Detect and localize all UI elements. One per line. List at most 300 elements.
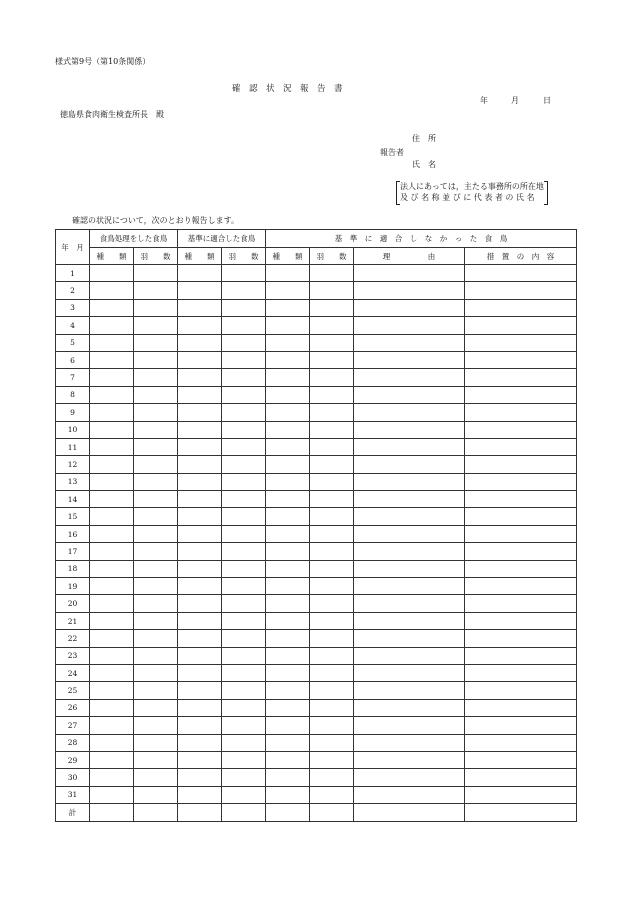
entry-cell[interactable] <box>354 543 465 560</box>
day-number: 5 <box>56 334 90 351</box>
entry-cell[interactable] <box>134 456 178 473</box>
entry-cell[interactable] <box>310 612 354 629</box>
entry-cell[interactable] <box>134 751 178 768</box>
entry-cell[interactable] <box>266 664 310 681</box>
entry-cell[interactable] <box>178 369 222 386</box>
entry-cell[interactable] <box>310 508 354 525</box>
entry-cell[interactable] <box>134 804 178 821</box>
entry-cell[interactable] <box>266 351 310 368</box>
entry-cell[interactable] <box>90 508 134 525</box>
table-row <box>56 491 577 508</box>
entry-cell[interactable] <box>134 612 178 629</box>
entry-cell[interactable] <box>178 299 222 316</box>
entry-cell[interactable] <box>134 351 178 368</box>
entry-cell[interactable] <box>90 804 134 821</box>
entry-cell[interactable] <box>354 508 465 525</box>
entry-cell[interactable] <box>134 508 178 525</box>
entry-cell[interactable] <box>310 699 354 716</box>
entry-cell[interactable] <box>222 473 266 490</box>
day-number: 17 <box>56 543 90 560</box>
entry-cell[interactable] <box>310 804 354 821</box>
entry-cell[interactable] <box>90 699 134 716</box>
entry-cell[interactable] <box>222 438 266 455</box>
entry-cell[interactable] <box>90 473 134 490</box>
entry-cell[interactable] <box>354 282 465 299</box>
entry-cell[interactable] <box>465 317 577 334</box>
entry-cell[interactable] <box>354 438 465 455</box>
entry-cell[interactable] <box>310 578 354 595</box>
entry-cell[interactable] <box>310 595 354 612</box>
entry-cell[interactable] <box>178 265 222 282</box>
table-row <box>56 647 577 664</box>
entry-cell[interactable] <box>354 317 465 334</box>
entry-cell[interactable] <box>465 804 577 821</box>
entry-cell[interactable] <box>90 525 134 542</box>
entry-cell[interactable] <box>266 630 310 647</box>
entry-cell[interactable] <box>178 612 222 629</box>
table-row <box>56 299 577 316</box>
sub-count: 羽 数 <box>310 248 354 265</box>
entry-cell[interactable] <box>222 369 266 386</box>
entry-cell[interactable] <box>310 386 354 403</box>
entry-cell[interactable] <box>465 421 577 438</box>
entry-cell[interactable] <box>465 508 577 525</box>
entry-cell[interactable] <box>90 369 134 386</box>
entry-cell[interactable] <box>310 543 354 560</box>
entry-cell[interactable] <box>354 804 465 821</box>
entry-cell[interactable] <box>354 717 465 734</box>
entry-cell[interactable] <box>465 438 577 455</box>
entry-cell[interactable] <box>222 786 266 803</box>
entry-cell[interactable] <box>465 334 577 351</box>
table-row <box>56 265 577 282</box>
entry-cell[interactable] <box>178 682 222 699</box>
day-number: 19 <box>56 578 90 595</box>
entry-cell[interactable] <box>266 334 310 351</box>
entry-cell[interactable] <box>266 543 310 560</box>
entry-cell[interactable] <box>134 682 178 699</box>
entry-cell[interactable] <box>266 717 310 734</box>
entry-cell[interactable] <box>354 578 465 595</box>
entry-cell[interactable] <box>310 751 354 768</box>
entry-cell[interactable] <box>465 369 577 386</box>
entry-cell[interactable] <box>354 699 465 716</box>
table-row <box>56 473 577 490</box>
entry-cell[interactable] <box>222 578 266 595</box>
entry-cell[interactable] <box>222 456 266 473</box>
entry-cell[interactable] <box>310 369 354 386</box>
table-row <box>56 630 577 647</box>
entry-cell[interactable] <box>266 282 310 299</box>
entry-cell[interactable] <box>222 647 266 664</box>
entry-cell[interactable] <box>354 334 465 351</box>
entry-cell[interactable] <box>134 491 178 508</box>
entry-cell[interactable] <box>90 734 134 751</box>
entry-cell[interactable] <box>222 664 266 681</box>
table-row <box>56 508 577 525</box>
table-row <box>56 769 577 786</box>
entry-cell[interactable] <box>354 664 465 681</box>
entry-cell[interactable] <box>134 630 178 647</box>
entry-cell[interactable] <box>134 560 178 577</box>
entry-cell[interactable] <box>178 734 222 751</box>
entry-cell[interactable] <box>354 734 465 751</box>
entry-cell[interactable] <box>465 786 577 803</box>
entry-cell[interactable] <box>465 630 577 647</box>
entry-cell[interactable] <box>178 351 222 368</box>
entry-cell[interactable] <box>178 647 222 664</box>
entry-cell[interactable] <box>354 751 465 768</box>
entry-cell[interactable] <box>90 265 134 282</box>
entry-cell[interactable] <box>222 491 266 508</box>
entry-cell[interactable] <box>178 751 222 768</box>
entry-cell[interactable] <box>90 299 134 316</box>
entry-cell[interactable] <box>222 699 266 716</box>
entry-cell[interactable] <box>178 595 222 612</box>
entry-cell[interactable] <box>354 647 465 664</box>
entry-cell[interactable] <box>354 630 465 647</box>
entry-cell[interactable] <box>310 317 354 334</box>
entry-cell[interactable] <box>178 560 222 577</box>
entry-cell[interactable] <box>178 473 222 490</box>
entry-cell[interactable] <box>310 786 354 803</box>
entry-cell[interactable] <box>465 525 577 542</box>
sub-reason: 理 由 <box>354 248 465 265</box>
day-number: 29 <box>56 751 90 768</box>
entry-cell[interactable] <box>465 769 577 786</box>
entry-cell[interactable] <box>178 804 222 821</box>
entry-cell[interactable] <box>465 404 577 421</box>
entry-cell[interactable] <box>90 717 134 734</box>
entry-cell[interactable] <box>266 369 310 386</box>
entry-cell[interactable] <box>90 630 134 647</box>
entry-cell[interactable] <box>354 491 465 508</box>
table-row <box>56 421 577 438</box>
entry-cell[interactable] <box>266 386 310 403</box>
entry-cell[interactable] <box>310 404 354 421</box>
entry-cell[interactable] <box>178 578 222 595</box>
entry-cell[interactable] <box>465 265 577 282</box>
entry-cell[interactable] <box>465 682 577 699</box>
entry-cell[interactable] <box>266 456 310 473</box>
entry-cell[interactable] <box>266 647 310 664</box>
entry-cell[interactable] <box>310 560 354 577</box>
entry-cell[interactable] <box>134 438 178 455</box>
entry-cell[interactable] <box>310 682 354 699</box>
entry-cell[interactable] <box>266 404 310 421</box>
entry-cell[interactable] <box>222 525 266 542</box>
entry-cell[interactable] <box>310 647 354 664</box>
entry-cell[interactable] <box>354 421 465 438</box>
entry-cell[interactable] <box>266 525 310 542</box>
table-row <box>56 386 577 403</box>
entry-cell[interactable] <box>90 664 134 681</box>
entry-cell[interactable] <box>134 386 178 403</box>
entry-cell[interactable] <box>465 351 577 368</box>
entry-cell[interactable] <box>266 508 310 525</box>
entry-cell[interactable] <box>134 404 178 421</box>
entry-cell[interactable] <box>134 769 178 786</box>
entry-cell[interactable] <box>134 525 178 542</box>
entry-cell[interactable] <box>266 299 310 316</box>
entry-cell[interactable] <box>178 334 222 351</box>
entry-cell[interactable] <box>222 299 266 316</box>
entry-cell[interactable] <box>465 595 577 612</box>
entry-cell[interactable] <box>178 404 222 421</box>
table-row <box>56 734 577 751</box>
table-row <box>56 543 577 560</box>
sub-kind: 種 類 <box>266 248 310 265</box>
entry-cell[interactable] <box>465 299 577 316</box>
entry-cell[interactable] <box>90 438 134 455</box>
entry-cell[interactable] <box>266 317 310 334</box>
entry-cell[interactable] <box>266 265 310 282</box>
entry-cell[interactable] <box>354 299 465 316</box>
corporate-note-line1: 法人にあっては，主たる事務所の所在地 <box>400 182 544 191</box>
entry-cell[interactable] <box>90 386 134 403</box>
entry-cell[interactable] <box>134 786 178 803</box>
entry-cell[interactable] <box>222 682 266 699</box>
entry-cell[interactable] <box>310 334 354 351</box>
entry-cell[interactable] <box>90 560 134 577</box>
table-row <box>56 351 577 368</box>
entry-cell[interactable] <box>354 525 465 542</box>
entry-cell[interactable] <box>222 508 266 525</box>
entry-cell[interactable] <box>178 717 222 734</box>
table-row <box>56 560 577 577</box>
entry-cell[interactable] <box>465 647 577 664</box>
day-number: 28 <box>56 734 90 751</box>
entry-cell[interactable] <box>354 369 465 386</box>
entry-cell[interactable] <box>178 421 222 438</box>
sub-measures: 措 置 の 内 容 <box>465 248 577 265</box>
entry-cell[interactable] <box>310 438 354 455</box>
table-row <box>56 369 577 386</box>
entry-cell[interactable] <box>310 734 354 751</box>
entry-cell[interactable] <box>134 699 178 716</box>
entry-cell[interactable] <box>178 491 222 508</box>
entry-cell[interactable] <box>90 282 134 299</box>
entry-cell[interactable] <box>178 508 222 525</box>
entry-cell[interactable] <box>266 699 310 716</box>
entry-cell[interactable] <box>222 265 266 282</box>
entry-cell[interactable] <box>465 578 577 595</box>
entry-cell[interactable] <box>354 786 465 803</box>
entry-cell[interactable] <box>465 282 577 299</box>
entry-cell[interactable] <box>134 473 178 490</box>
entry-cell[interactable] <box>354 612 465 629</box>
entry-cell[interactable] <box>90 421 134 438</box>
entry-cell[interactable] <box>310 473 354 490</box>
entry-cell[interactable] <box>134 647 178 664</box>
entry-cell[interactable] <box>222 595 266 612</box>
corporate-note-line2: 及 び 名 称 並 び に 代 表 者 の 氏 名 <box>400 193 535 202</box>
entry-cell[interactable] <box>310 421 354 438</box>
entry-cell[interactable] <box>90 612 134 629</box>
entry-cell[interactable] <box>310 265 354 282</box>
entry-cell[interactable] <box>90 456 134 473</box>
entry-cell[interactable] <box>354 595 465 612</box>
entry-cell[interactable] <box>134 334 178 351</box>
entry-cell[interactable] <box>90 595 134 612</box>
entry-cell[interactable] <box>266 491 310 508</box>
entry-cell[interactable] <box>465 612 577 629</box>
entry-cell[interactable] <box>354 473 465 490</box>
entry-cell[interactable] <box>178 317 222 334</box>
entry-cell[interactable] <box>178 543 222 560</box>
entry-cell[interactable] <box>178 664 222 681</box>
entry-cell[interactable] <box>178 386 222 403</box>
entry-cell[interactable] <box>90 751 134 768</box>
entry-cell[interactable] <box>222 751 266 768</box>
entry-cell[interactable] <box>222 734 266 751</box>
entry-cell[interactable] <box>266 682 310 699</box>
entry-cell[interactable] <box>222 630 266 647</box>
entry-cell[interactable] <box>266 769 310 786</box>
entry-cell[interactable] <box>90 543 134 560</box>
entry-cell[interactable] <box>354 265 465 282</box>
day-number: 15 <box>56 508 90 525</box>
entry-cell[interactable] <box>90 491 134 508</box>
entry-cell[interactable] <box>354 456 465 473</box>
table-row <box>56 456 577 473</box>
entry-cell[interactable] <box>222 386 266 403</box>
date-year-label: 年 <box>480 96 488 105</box>
table-row <box>56 438 577 455</box>
entry-cell[interactable] <box>178 630 222 647</box>
entry-cell[interactable] <box>465 543 577 560</box>
entry-cell[interactable] <box>222 543 266 560</box>
entry-cell[interactable] <box>178 786 222 803</box>
entry-cell[interactable] <box>222 334 266 351</box>
entry-cell[interactable] <box>222 769 266 786</box>
document-title: 確 認 状 況 報 告 書 <box>232 84 343 94</box>
table-body <box>56 265 577 822</box>
entry-cell[interactable] <box>134 595 178 612</box>
entry-cell[interactable] <box>90 334 134 351</box>
entry-cell[interactable] <box>90 317 134 334</box>
entry-cell[interactable] <box>134 543 178 560</box>
entry-cell[interactable] <box>134 734 178 751</box>
entry-cell[interactable] <box>266 438 310 455</box>
sub-kind: 種 類 <box>178 248 222 265</box>
entry-cell[interactable] <box>266 734 310 751</box>
entry-cell[interactable] <box>354 351 465 368</box>
entry-cell[interactable] <box>222 351 266 368</box>
entry-cell[interactable] <box>266 804 310 821</box>
entry-cell[interactable] <box>134 317 178 334</box>
entry-cell[interactable] <box>178 699 222 716</box>
entry-cell[interactable] <box>134 664 178 681</box>
entry-cell[interactable] <box>222 282 266 299</box>
entry-cell[interactable] <box>266 560 310 577</box>
entry-cell[interactable] <box>310 299 354 316</box>
entry-cell[interactable] <box>310 664 354 681</box>
day-number: 26 <box>56 699 90 716</box>
table-row <box>56 682 577 699</box>
entry-cell[interactable] <box>266 751 310 768</box>
entry-cell[interactable] <box>354 404 465 421</box>
entry-cell[interactable] <box>266 612 310 629</box>
entry-cell[interactable] <box>465 717 577 734</box>
entry-cell[interactable] <box>222 560 266 577</box>
entry-cell[interactable] <box>354 560 465 577</box>
entry-cell[interactable] <box>90 404 134 421</box>
entry-cell[interactable] <box>465 751 577 768</box>
entry-cell[interactable] <box>465 664 577 681</box>
sub-count: 羽 数 <box>134 248 178 265</box>
entry-cell[interactable] <box>134 299 178 316</box>
entry-cell[interactable] <box>354 769 465 786</box>
entry-cell[interactable] <box>134 265 178 282</box>
entry-cell[interactable] <box>310 630 354 647</box>
entry-cell[interactable] <box>310 282 354 299</box>
entry-cell[interactable] <box>90 682 134 699</box>
day-number: 18 <box>56 560 90 577</box>
entry-cell[interactable] <box>90 351 134 368</box>
entry-cell[interactable] <box>178 456 222 473</box>
entry-cell[interactable] <box>465 491 577 508</box>
entry-cell[interactable] <box>310 525 354 542</box>
day-number: 14 <box>56 491 90 508</box>
addressee: 徳島県食肉衛生検査所長 殿 <box>60 110 164 119</box>
entry-cell[interactable] <box>222 612 266 629</box>
entry-cell[interactable] <box>465 456 577 473</box>
entry-cell[interactable] <box>266 421 310 438</box>
entry-cell[interactable] <box>178 769 222 786</box>
entry-cell[interactable] <box>310 769 354 786</box>
total-row <box>56 804 577 821</box>
entry-cell[interactable] <box>266 786 310 803</box>
entry-cell[interactable] <box>465 560 577 577</box>
entry-cell[interactable] <box>354 386 465 403</box>
entry-cell[interactable] <box>222 421 266 438</box>
date-month-label: 月 <box>511 96 519 105</box>
entry-cell[interactable] <box>310 717 354 734</box>
entry-cell[interactable] <box>134 578 178 595</box>
entry-cell[interactable] <box>222 804 266 821</box>
entry-cell[interactable] <box>310 491 354 508</box>
entry-cell[interactable] <box>465 386 577 403</box>
entry-cell[interactable] <box>222 717 266 734</box>
entry-cell[interactable] <box>90 786 134 803</box>
entry-cell[interactable] <box>266 595 310 612</box>
entry-cell[interactable] <box>222 317 266 334</box>
entry-cell[interactable] <box>354 682 465 699</box>
entry-cell[interactable] <box>90 578 134 595</box>
entry-cell[interactable] <box>465 473 577 490</box>
entry-cell[interactable] <box>465 734 577 751</box>
entry-cell[interactable] <box>134 282 178 299</box>
entry-cell[interactable] <box>310 351 354 368</box>
entry-cell[interactable] <box>266 473 310 490</box>
entry-cell[interactable] <box>222 404 266 421</box>
entry-cell[interactable] <box>134 717 178 734</box>
entry-cell[interactable] <box>465 699 577 716</box>
entry-cell[interactable] <box>178 525 222 542</box>
day-number: 2 <box>56 282 90 299</box>
entry-cell[interactable] <box>266 578 310 595</box>
entry-cell[interactable] <box>310 456 354 473</box>
day-number: 30 <box>56 769 90 786</box>
entry-cell[interactable] <box>134 369 178 386</box>
entry-cell[interactable] <box>90 647 134 664</box>
header-processed: 食鳥処理をした食鳥 <box>90 230 178 248</box>
entry-cell[interactable] <box>178 438 222 455</box>
entry-cell[interactable] <box>90 769 134 786</box>
entry-cell[interactable] <box>178 282 222 299</box>
entry-cell[interactable] <box>134 421 178 438</box>
